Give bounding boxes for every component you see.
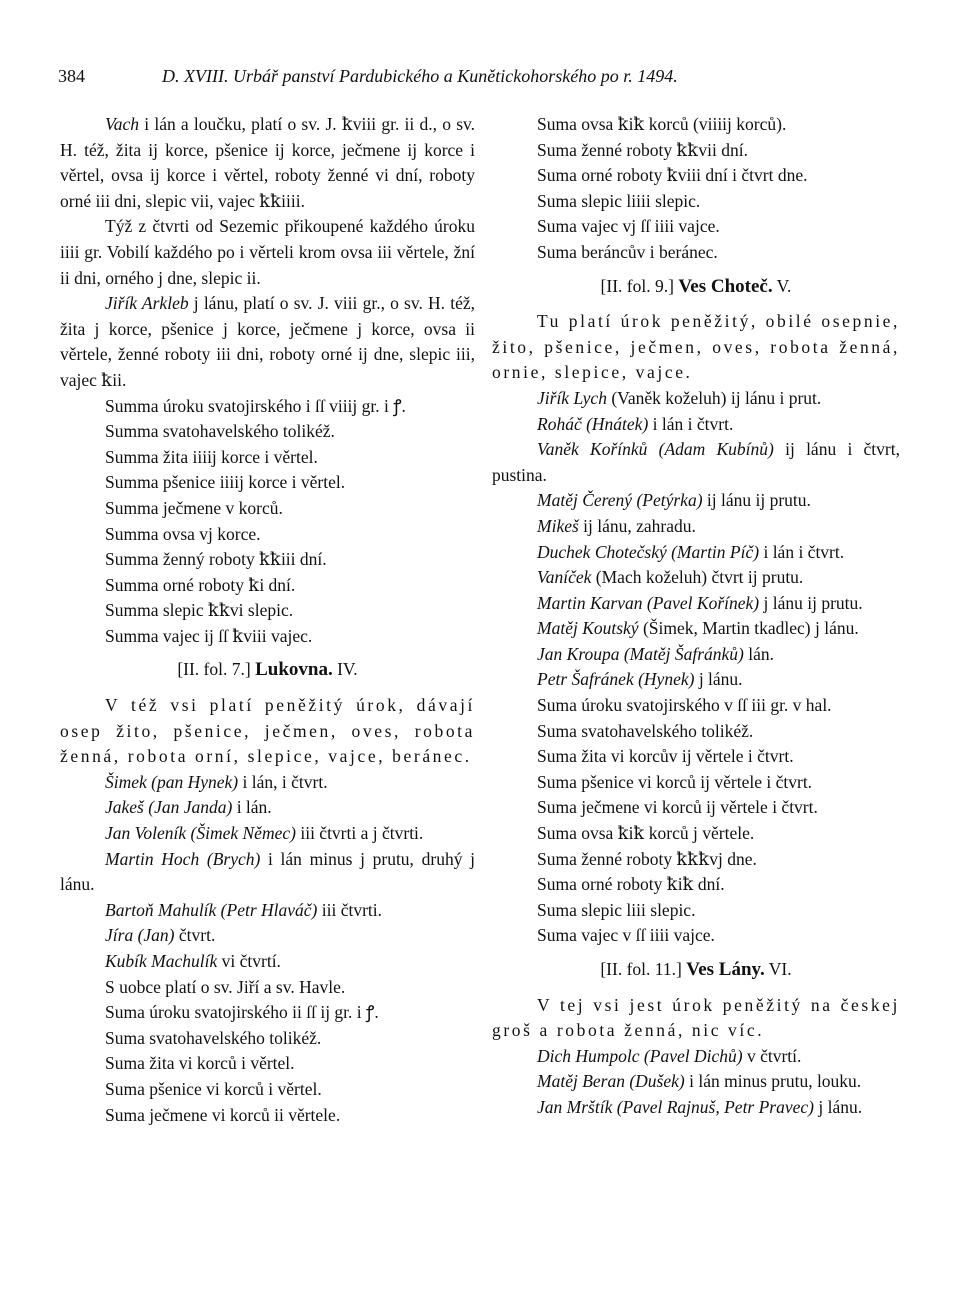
text-paragraph: Jiřík Arkleb j lánu, platí o sv. J. viii gr., o sv. H. též, žita j korce, pšenice j korce, ječmene j korce, ovsa ii věrtele, ženné roboty iii dni, roboty orné ij dne, slepic iii, vajec ꝁii. [60, 293, 475, 390]
folio-reference: [II. fol. 7.] [177, 659, 256, 680]
village-name: Ves Choteč. [678, 275, 773, 297]
text-paragraph: V tej vsi jest úrok peněžitý na českej groš a robota ženná, nic víc. [492, 994, 900, 1041]
section-number: VI. [764, 959, 792, 979]
text-paragraph: V též vsi platí peněžitý úrok, dávají osep žito, pšenice, ječmen, oves, robota ženná, robota orní, slepice, vajce, beránec. [60, 695, 475, 767]
person-name: Jíra (Jan) [105, 925, 175, 946]
person-name: Vaněk Kořínků (Adam Kubínů) [537, 439, 774, 460]
folio-reference: [II. fol. 9.] [600, 275, 679, 296]
text-paragraph: Suma úroku svatojirského ii ſſ ij gr. i ꝭ. [105, 1002, 379, 1023]
text-paragraph: Jan Voleník (Šimek Němec) iii čtvrti a j čtvrti. [105, 823, 424, 844]
text-paragraph: Summa žita iiiij korce i věrtel. [105, 446, 318, 467]
right-column [492, 112, 900, 1121]
text-paragraph: Summa vajec ij ſſ ꝁviii vajec. [105, 625, 313, 646]
person-name: Vaníček [537, 567, 592, 588]
text-paragraph: Vaníček (Mach koželuh) čtvrt ij prutu. [537, 567, 804, 588]
text-paragraph: Summa ječmene v korců. [105, 497, 283, 518]
folio-reference: [II. fol. 11.] [600, 959, 687, 979]
text-paragraph: Tu platí úrok peněžitý, obilé osepnie, žito, pšenice, ječmen, oves, robota ženná, ornie, slepice, vajce. [492, 311, 900, 383]
person-name: Jiřík Arkleb [105, 293, 189, 314]
text-paragraph: Summa svatohavelského tolikéž. [105, 421, 335, 442]
text-paragraph: Matěj Koutský (Šimek, Martin tkadlec) j lánu. [537, 618, 859, 639]
text-paragraph: Mikeš ij lánu, zahradu. [537, 515, 696, 536]
text-paragraph: Jan Mrštík (Pavel Rajnuš, Petr Pravec) j lánu. [537, 1096, 863, 1117]
section-heading [60, 657, 475, 683]
text-paragraph: Matěj Beran (Dušek) i lán minus prutu, louku. [537, 1071, 862, 1092]
person-name: Jan Voleník (Šimek Němec) [105, 823, 296, 844]
person-name: Jiřík Lych [537, 387, 607, 408]
text-paragraph: Suma ženné roboty ꝁꝁꝁvj dne. [537, 848, 757, 869]
text-paragraph: Suma žita vi korců i věrtel. [105, 1053, 295, 1074]
person-name: Duchek Chotečský (Martin Píč) [537, 541, 760, 562]
text-paragraph: Summa slepic ꝁꝁvi slepic. [105, 600, 294, 621]
text-paragraph: Duchek Chotečský (Martin Píč) i lán i čtvrt. [537, 541, 845, 562]
section-heading [492, 957, 900, 983]
text-paragraph: Martin Hoch (Brych) i lán minus j prutu, druhý j lánu. [60, 848, 475, 895]
person-name: Vach [105, 114, 140, 134]
text-paragraph: Matěj Čerený (Petýrka) ij lánu ij prutu. [537, 490, 811, 511]
text-paragraph: Roháč (Hnátek) i lán i čtvrt. [537, 413, 734, 434]
text-paragraph: Suma slepic liiii slepic. [537, 190, 701, 211]
person-name: Jan Kroupa (Matěj Šafránků) [537, 643, 744, 664]
text-paragraph: Suma úroku svatojirského v ſſ iii gr. v hal. [537, 695, 832, 716]
text-paragraph: Šimek (pan Hynek) i lán, i čtvrt. [105, 771, 328, 792]
text-paragraph: Summa úroku svatojirského i ſſ viiij gr. i ꝭ. [105, 395, 406, 416]
person-name: Dich Humpolc (Pavel Dichů) [537, 1045, 743, 1066]
text-paragraph: Suma ženné roboty ꝁꝁvii dní. [537, 139, 748, 160]
text-paragraph: Suma pšenice vi korců ij věrtele i čtvrt. [537, 771, 813, 792]
person-name: Kubík Machulík [105, 951, 218, 971]
text-paragraph: Jiřík Lych (Vaněk koželuh) ij lánu i prut. [537, 387, 822, 408]
text-paragraph: Jan Kroupa (Matěj Šafránků) lán. [537, 643, 775, 664]
person-name: Mikeš [537, 515, 579, 536]
person-name: Martin Karvan (Pavel Kořínek) [537, 592, 760, 613]
text-paragraph: Suma beráncův i beránec. [537, 241, 718, 262]
text-paragraph: Týž z čtvrti od Sezemic přikoupené každého úroku iiii gr. Vobilí každého po i věrteli krom ovsa iii věrtele, žní ii dni, orného j dne, slepic ii. [60, 216, 475, 288]
person-name: Martin Hoch (Brych) [105, 848, 261, 869]
village-name: Lukovna. [255, 659, 333, 681]
person-name: Petr Šafránek (Hynek) [537, 669, 695, 690]
page-number: 384 [58, 66, 85, 86]
person-name: Matěj Beran (Dušek) [537, 1071, 685, 1092]
running-title: D. XVIII. Urbář panství Pardubického a Kunětickohorského po r. 1494. [162, 66, 678, 86]
text-paragraph: Jíra (Jan) čtvrt. [105, 925, 216, 946]
text-paragraph: Suma svatohavelského tolikéž. [537, 720, 754, 741]
text-paragraph: Kubík Machulík vi čtvrtí. [105, 951, 281, 971]
text-paragraph: Suma orné roboty ꝁiꝁ dní. [537, 874, 725, 895]
person-name: Jan Mrštík (Pavel Rajnuš, Petr Pravec) [537, 1096, 814, 1117]
text-paragraph: Suma slepic liii slepic. [537, 899, 696, 920]
text-paragraph: Vaněk Kořínků (Adam Kubínů) ij lánu i čtvrt, pustina. [492, 439, 900, 485]
person-name: Šimek (pan Hynek) [105, 771, 239, 792]
text-paragraph: Suma ovsa ꝁiꝁ korců (viiiij korců). [537, 114, 787, 134]
text-paragraph: Bartoň Mahulík (Petr Hlaváč) iii čtvrti. [105, 899, 383, 920]
text-paragraph: Summa ovsa vj korce. [105, 523, 261, 544]
section-heading [492, 274, 900, 300]
person-name: Roháč (Hnátek) [537, 413, 649, 434]
section-number: V. [772, 275, 792, 296]
village-name: Ves Lány. [686, 959, 765, 980]
person-name: Matěj Koutský [537, 618, 639, 639]
text-paragraph: Suma svatohavelského tolikéž. [105, 1027, 322, 1048]
text-paragraph: Summa orné roboty ꝁi dní. [105, 574, 296, 595]
left-column [60, 112, 475, 1128]
person-name: Matěj Čerený (Petýrka) [537, 490, 703, 511]
text-paragraph: Suma ječmene vi korců ii věrtele. [105, 1104, 341, 1125]
text-paragraph: Suma žita vi korcův ij věrtele i čtvrt. [537, 746, 794, 767]
text-paragraph: Suma vajec v ſſ iiii vajce. [537, 925, 715, 946]
text-paragraph: Dich Humpolc (Pavel Dichů) v čtvrtí. [537, 1045, 802, 1066]
running-header [58, 62, 918, 90]
text-paragraph: Suma ovsa ꝁiꝁ korců j věrtele. [537, 823, 755, 844]
person-name: Jakeš (Jan Janda) [105, 797, 233, 818]
text-paragraph: Petr Šafránek (Hynek) j lánu. [537, 669, 743, 690]
person-name: Bartoň Mahulík (Petr Hlaváč) [105, 899, 318, 920]
text-paragraph: Suma vajec vj ſſ iiii vajce. [537, 216, 720, 237]
text-paragraph: Suma orné roboty ꝁviii dní i čtvrt dne. [537, 165, 808, 186]
text-paragraph: Martin Karvan (Pavel Kořínek) j lánu ij prutu. [537, 592, 863, 613]
text-paragraph: Summa ženný roboty ꝁꝁiii dní. [105, 549, 327, 570]
section-number: IV. [332, 659, 358, 680]
text-paragraph: Suma pšenice vi korců i věrtel. [105, 1078, 322, 1099]
text-paragraph: Vach i lán a loučku, platí o sv. J. ꝁviii gr. ii d., o sv. H. též, žita ij korce, pšenice ij korce, ječmene ij korce i věrtel, ovsa ij korce i věrtel, roboty ženné vi dní, roboty orné iii dni, slepic vii, vajec ꝁꝁiiii. [60, 114, 475, 211]
text-paragraph: Jakeš (Jan Janda) i lán. [105, 797, 272, 818]
text-paragraph: S uobce platí o sv. Jiří a sv. Havle. [105, 976, 346, 997]
text-paragraph: Suma ječmene vi korců ij věrtele i čtvrt. [537, 797, 818, 818]
text-paragraph: Summa pšenice iiiij korce i věrtel. [105, 472, 346, 493]
